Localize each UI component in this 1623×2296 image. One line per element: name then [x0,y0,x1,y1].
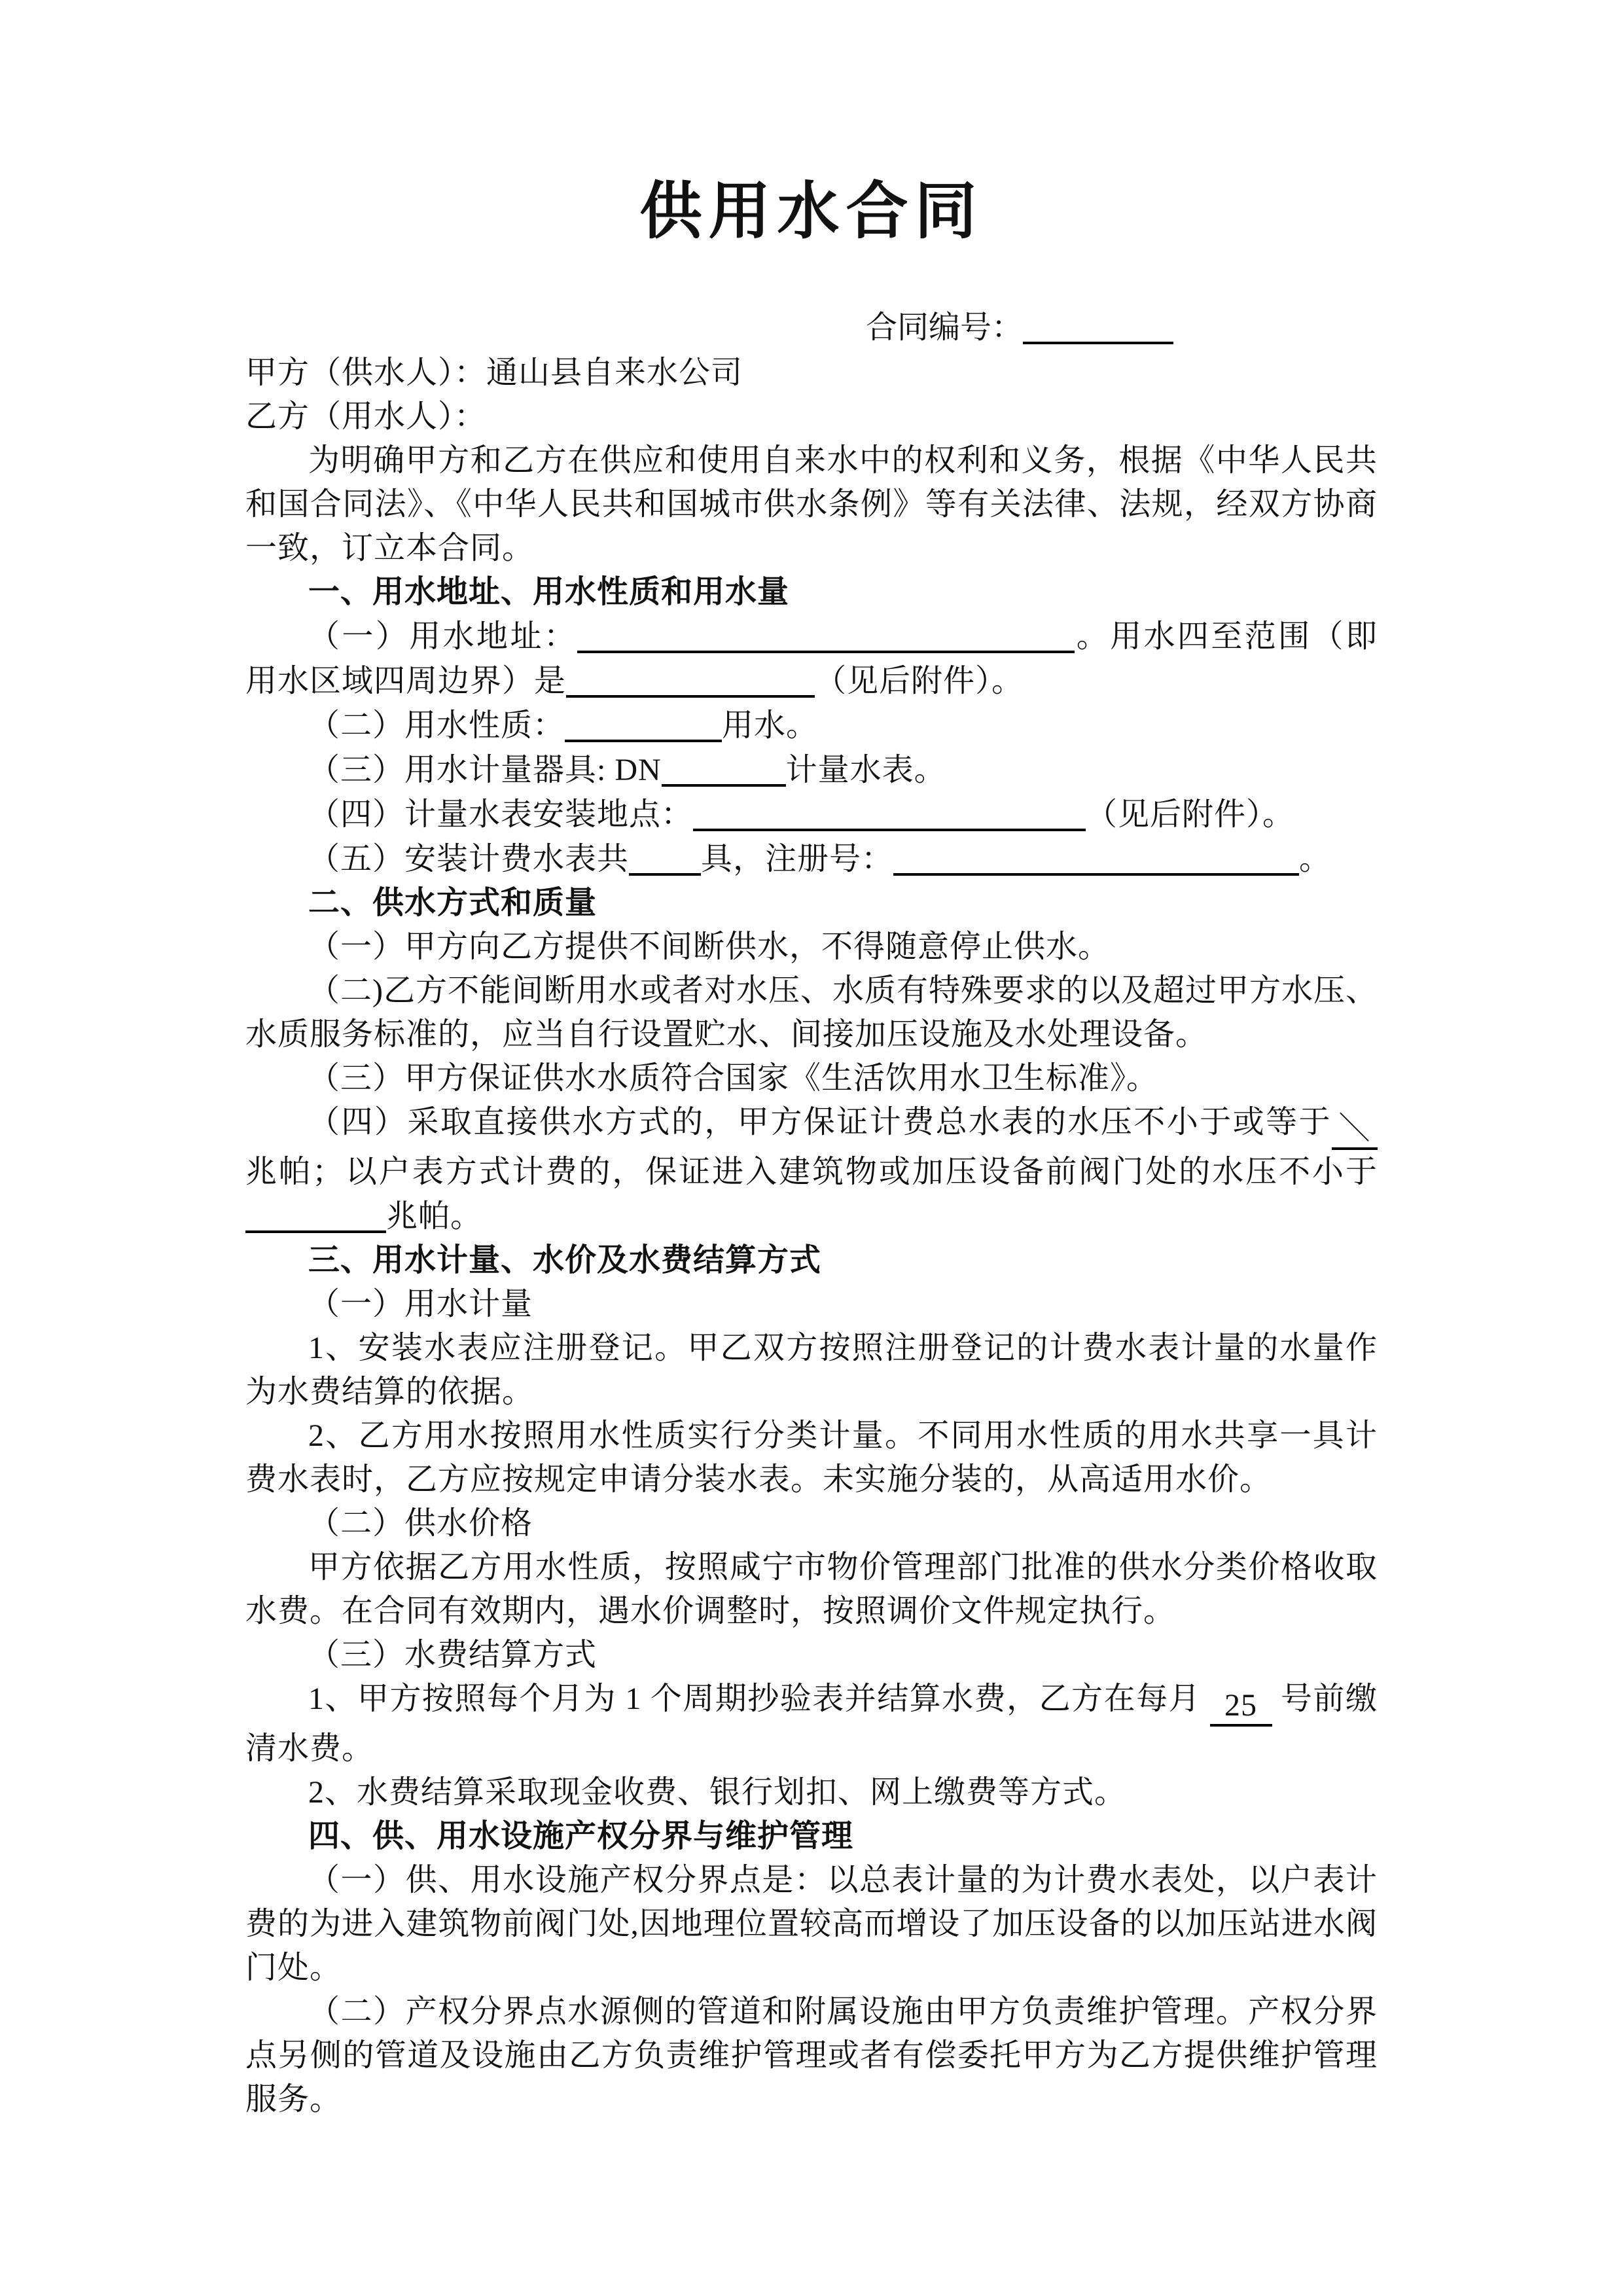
text-segment: 2、乙方用水按照用水性质实行分类计量。不同用水性质的用水共享一具计费水表时，乙方应按规定申请分装水表。未实施分装的，从高适用水价。 [245,1418,1378,1497]
clause-1-5 [245,836,1378,881]
meter-location-blank [693,792,1086,831]
page-title: 供用水合同 [639,177,984,246]
text-segment: 兆帕。 [386,1199,483,1234]
clause-3-3-item-1 [245,1677,1378,1770]
text-segment: 二、供水方式和质量 [308,886,597,920]
text-segment: （三）用水计量器具: DN [308,753,662,787]
clause-2-4 [245,1100,1378,1238]
text-segment: （一）甲方向乙方提供不间断供水，不得随意停止供水。 [308,929,1111,964]
text-segment: （见后附件）。 [815,664,1024,698]
text-segment: （见后附件）。 [1086,797,1295,832]
text-segment: 三、用水计量、水价及水费结算方式 [308,1243,822,1278]
text-segment: 兆帕；以户表方式计费的，保证进入建筑物或加压设备前阀门处的水压不小于 [245,1155,1378,1189]
text-segment: （一）用水地址： [308,619,578,654]
text-segment: 号前缴清水费。 [245,1681,1378,1766]
contract-number-label: 合同编号： [866,310,1024,345]
household-pressure-blank [245,1194,386,1233]
section-1-heading [245,570,1378,614]
document-body [245,351,1378,2121]
clause-1-1 [245,614,1378,703]
water-boundary-blank [566,658,815,698]
text-segment: （二）产权分界点水源侧的管道和附属设施由甲方负责维护管理。产权分界点另侧的管道及设施由乙方负责维护管理或者有偿委托甲方为乙方提供维护管理服务。 [245,1994,1378,2117]
clause-3-1-item-1 [245,1326,1378,1414]
text-segment: （一）供、用水设施产权分界点是：以总表计量的为计费水表处，以户表计费的为进入建筑物前阀门处,因地理位置较高而增设了加压设备的以加压站进水阀门处。 [245,1863,1378,1985]
text-segment: （四）采取直接供水方式的，甲方保证计费总水表的水压不小于或等于 [308,1105,1332,1139]
clause-1-3 [245,747,1378,792]
main-meter-pressure-blank: ＼ [1332,1111,1378,1150]
clause-4-2 [245,1990,1378,2121]
section-3-heading [245,1238,1378,1282]
clause-3-1-title [245,1282,1378,1326]
clause-2-1 [245,925,1378,969]
text-segment: （一）用水计量 [308,1287,533,1321]
text-segment: 为明确甲方和乙方在供应和使用自来水中的权利和义务，根据《中华人民共和国合同法》、《中华人民共和国城市供水条例》等有关法律、法规，经双方协商一致，订立本合同。 [245,443,1378,565]
water-address-blank [577,614,1075,653]
text-segment: 用水。 [722,708,819,743]
clause-4-1 [245,1858,1378,1990]
text-segment: 计量水表。 [785,753,946,787]
party-a-line [245,351,1378,395]
clause-2-3 [245,1056,1378,1100]
water-usage-nature-blank [565,703,722,742]
text-segment: 甲方（供水人）：通山县自来水公司 [245,355,743,390]
text-segment: （五）安装计费水表共 [308,842,630,876]
clause-3-3-item-2 [245,1770,1378,1814]
text-segment: 四、供、用水设施产权分界与维护管理 [308,1819,854,1854]
meter-dn-blank [662,747,786,787]
section-2-heading [245,881,1378,925]
text-segment: 乙方（用水人）： [245,399,487,434]
preamble [245,439,1378,570]
text-segment: 1、甲方按照每个月为 1 个周期抄验表并结算水费，乙方在每月 [308,1681,1210,1716]
text-segment: （三）甲方保证供水水质符合国家《生活饮用水卫生标准》。 [308,1061,1159,1096]
party-b-line [245,395,1378,439]
clause-3-1-item-2 [245,1414,1378,1501]
text-segment: 具，注册号： [701,842,894,876]
text-segment: 。用水四至范围（即用水区域四周边界）是 [245,619,1378,698]
contract-number-line [866,305,1378,351]
clause-3-2-body [245,1545,1378,1633]
clause-1-2 [245,703,1378,747]
text-segment: 一、用水地址、用水性质和用水量 [308,575,790,609]
clause-3-2-title [245,1501,1378,1545]
text-segment: 2、水费结算采取现金收费、银行划扣、网上缴费等方式。 [308,1775,1127,1810]
contract-number-blank [1023,305,1173,344]
clause-1-4 [245,792,1378,836]
clause-3-3-title [245,1633,1378,1677]
meter-register-no-blank [893,836,1299,876]
section-4-heading [245,1814,1378,1858]
clause-2-2 [245,969,1378,1056]
text-segment: （二）用水性质： [308,708,565,743]
payment-day-blank: 25 [1210,1687,1272,1727]
meter-count-blank [629,836,701,876]
text-segment: 。 [1299,842,1332,876]
text-segment: 1、安装水表应注册登记。甲乙双方按照注册登记的计费水表计量的水量作为水费结算的依据。 [245,1331,1378,1409]
text-segment: （四）计量水表安装地点： [308,797,694,832]
text-segment: （三）水费结算方式 [308,1638,597,1672]
text-segment: （二)乙方不能间断用水或者对水压、水质有特殊要求的以及超过甲方水压、水质服务标准的，应当自行设置贮水、间接加压设施及水处理设备。 [245,973,1378,1052]
text-segment: （二）供水价格 [308,1506,533,1541]
text-segment: 甲方依据乙方用水性质，按照咸宁市物价管理部门批准的供水分类价格收取水费。在合同有效期内，遇水价调整时，按照调价文件规定执行。 [245,1550,1378,1628]
